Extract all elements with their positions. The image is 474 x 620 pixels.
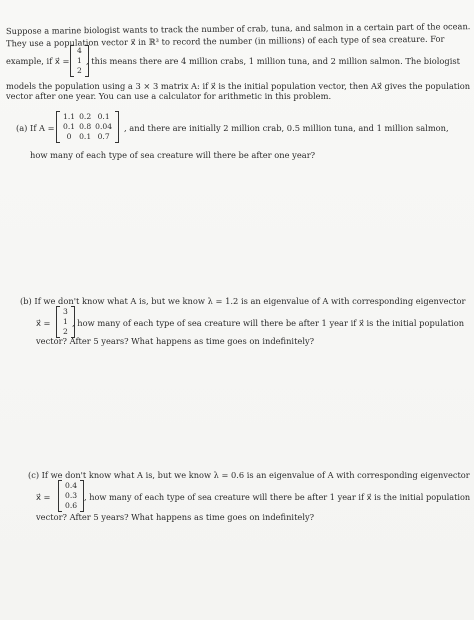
vector-entry: 2	[77, 66, 82, 75]
matrix-entry: 0.1	[97, 112, 110, 121]
matrix-entry: 0	[66, 132, 72, 141]
intro-example-suffix: , this means there are 4 million crabs, 1 million tuna, and 2 million salmon. The biologist	[86, 56, 460, 66]
bracket-left	[56, 111, 60, 143]
vector-entry: 1	[77, 56, 82, 65]
eigenvector-c-table	[63, 481, 79, 511]
matrix-entry: 0.1	[63, 122, 76, 131]
part-a-suffix: , and there are initially 2 million crab, 0.5 million tuna, and 1 million salmon,	[124, 123, 449, 133]
matrix-entry: 0.8	[79, 122, 92, 131]
vector-entry: 3	[63, 307, 68, 316]
bracket-left	[56, 306, 60, 338]
part-c-vector-suffix: , how many of each type of sea creature will there be after 1 year if x⃗ is the initial population	[84, 492, 471, 502]
part-b-vector-prefix: x⃗ =	[36, 318, 51, 328]
intro-line-4: models the population using a 3 × 3 matrix A: if x⃗ is the initial population vector, then Ax⃗ gives the population	[6, 81, 471, 91]
matrix-entry: 0.04	[95, 122, 113, 131]
intro-line-5: vector after one year. You can use a calculator for arithmetic in this problem.	[6, 91, 332, 101]
intro-line-1: Suppose a marine biologist wants to track the number of crab, tuna, and salmon in a certain part of the ocean.	[5, 21, 471, 36]
vector-entry: 2	[63, 327, 68, 336]
matrix-entry: 0.2	[79, 112, 92, 121]
example-vector-table	[75, 46, 84, 76]
matrix-a	[56, 111, 119, 143]
intro-line-2: They use a population vector x⃗ in ℝ³ to record the number (in millions) of each type of sea creature. For	[5, 33, 445, 49]
vector-entry: 0.6	[65, 501, 78, 510]
vector-entry: 1	[63, 317, 68, 326]
eigenvector-c	[58, 480, 84, 512]
matrix-a-table	[61, 112, 114, 142]
part-a-line-2: how many of each type of sea creature will there be after one year?	[30, 150, 316, 160]
vector-entry: 4	[77, 46, 82, 55]
bracket-left	[70, 45, 74, 77]
bracket-right	[115, 111, 119, 143]
matrix-entry: 0.1	[79, 132, 92, 141]
intro-example-prefix: example, if x⃗ =	[6, 56, 70, 66]
matrix-entry: 0.7	[97, 132, 110, 141]
matrix-entry: 1.1	[63, 112, 76, 121]
part-c-line-3: vector? After 5 years? What happens as time goes on indefinitely?	[36, 512, 315, 522]
part-b-line-1: (b) If we don't know what A is, but we know λ = 1.2 is an eigenvalue of A with corresponding eigenvector	[20, 296, 466, 306]
part-b-line-3: vector? After 5 years? What happens as time goes on indefinitely?	[36, 336, 315, 346]
vector-entry: 0.4	[65, 481, 78, 490]
eigenvector-b-table	[61, 307, 70, 337]
vector-entry: 0.3	[65, 491, 78, 500]
part-a-prefix: (a) If A =	[16, 123, 55, 133]
part-c-line-1: (c) If we don't know what A is, but we know λ = 0.6 is an eigenvalue of A with corresponding eigenvector	[28, 470, 470, 480]
bracket-left	[58, 480, 62, 512]
part-c-vector-prefix: x⃗ =	[36, 492, 51, 502]
part-b-vector-suffix: , how many of each type of sea creature will there be after 1 year if x⃗ is the initial population	[72, 318, 465, 328]
